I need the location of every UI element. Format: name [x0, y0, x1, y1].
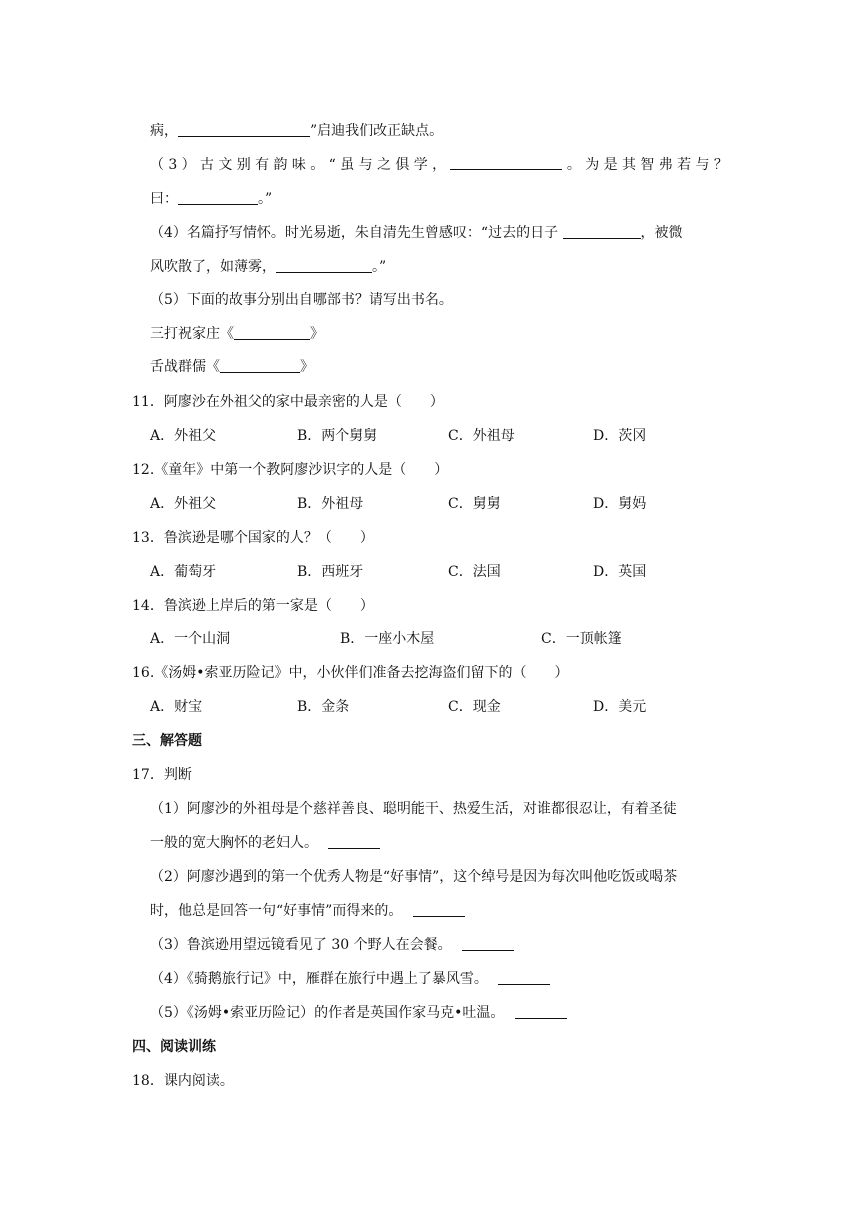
answer-blank[interactable]: [563, 224, 641, 239]
q10-part4-line1: （4）名篇抒写情怀。时光易逝，朱自清先生曾感叹：“过去的日子 ，被微: [150, 225, 683, 241]
option-a[interactable]: A．葡萄牙: [150, 564, 217, 580]
section-title: 三、解答题: [132, 733, 202, 749]
question-stem: 12.《童年》中第一个教阿廖沙识字的人是（ ）: [132, 462, 449, 478]
q10-part3-char: ？: [713, 157, 728, 173]
judgment-5: （5）《汤姆•索亚历险记）的作者是英国作家马克•吐温。: [150, 1003, 567, 1023]
q10-part3-char: 有: [255, 157, 270, 173]
story-1: 三打祝家庄《 》: [150, 326, 324, 342]
answer-blank[interactable]: [462, 936, 514, 951]
q10-part3-char: 之: [376, 157, 391, 173]
option-c[interactable]: C．法国: [448, 564, 501, 580]
q10-part3-line: [150, 155, 728, 175]
q10-part3-char: 别: [236, 157, 251, 173]
story-2: 舌战群儒《 》: [150, 359, 314, 375]
option-a[interactable]: A．财宝: [150, 699, 203, 715]
q10-part3-char: 与: [358, 157, 373, 173]
option-b[interactable]: B．两个舅舅: [297, 428, 378, 444]
judgment-1-line2: 一般的宽大胸怀的老妇人。: [150, 833, 380, 853]
question-stem: 17．判断: [132, 767, 192, 783]
q10-part3-char: 3: [168, 157, 178, 173]
option-b[interactable]: B．金条: [297, 699, 350, 715]
option-d[interactable]: D．舅妈: [593, 496, 647, 512]
option-b[interactable]: B．一座小木屋: [340, 631, 435, 647]
option-d[interactable]: D．茨冈: [593, 428, 647, 444]
question-stem: 14．鲁滨逊上岸后的第一家是（ ）: [132, 598, 374, 614]
q10-part3-char: ，: [432, 157, 447, 173]
judgment-4: （4）《骑鹅旅行记》中，雁群在旅行中遇上了暴风雪。: [150, 969, 550, 989]
option-c[interactable]: C．现金: [448, 699, 501, 715]
question-stem: 16.《汤姆•索亚历险记》中，小伙伴们准备去挖海盗们留下的（ ）: [132, 665, 569, 681]
option-d[interactable]: D．英国: [593, 564, 647, 580]
q10-part3-char: 。: [310, 157, 325, 173]
answer-blank[interactable]: [450, 155, 562, 170]
answer-blank[interactable]: [515, 1004, 567, 1019]
q10-part3-char: 是: [603, 157, 618, 173]
q10-part3-char: “: [328, 157, 336, 173]
q10-part3-char: 。: [566, 157, 581, 173]
q10-part3-char: 若: [677, 157, 692, 173]
q10-part5-prompt: （5）下面的故事分别出自哪部书？请写出书名。: [150, 292, 453, 308]
answer-blank[interactable]: [328, 834, 380, 849]
judgment-2-line2: 时，他总是回答一句“好事情”而得来的。: [150, 901, 465, 921]
q10-part3-char: 与: [695, 157, 710, 173]
section-title: 四、阅读训练: [132, 1039, 216, 1055]
option-c[interactable]: C．外祖母: [448, 428, 515, 444]
option-b[interactable]: B．西班牙: [297, 564, 364, 580]
q10-part3-char: 味: [291, 157, 306, 173]
option-c[interactable]: C．一顶帐篷: [541, 631, 622, 647]
option-b[interactable]: B．外祖母: [297, 496, 364, 512]
judgment-3: （3）鲁滨逊用望远镜看见了 30 个野人在会餐。: [150, 935, 514, 955]
answer-blank[interactable]: [413, 902, 465, 917]
answer-blank[interactable]: [234, 325, 310, 340]
q10-part3-char: 韵: [273, 157, 288, 173]
q10-part3-char: ）: [181, 157, 196, 173]
answer-blank[interactable]: [498, 970, 550, 985]
q10-part3-char: 弗: [658, 157, 673, 173]
option-c[interactable]: C．舅舅: [448, 496, 501, 512]
q10-part3-char: 为: [585, 157, 600, 173]
judgment-2-line1: （2）阿廖沙遇到的第一个优秀人物是“好事情”，这个绰号是因为每次叫他吃饭或喝茶: [150, 869, 678, 885]
q10-part3-char: 古: [200, 157, 215, 173]
question-stem: 18．课内阅读。: [132, 1073, 234, 1089]
answer-blank[interactable]: [276, 258, 372, 273]
judgment-1-line1: （1）阿廖沙的外祖母是个慈祥善良、聪明能干、热爱生活，对谁都很忍让，有着圣徒: [150, 801, 677, 817]
q10-part3-char: 文: [218, 157, 233, 173]
answer-blank[interactable]: [220, 358, 300, 373]
answer-blank[interactable]: [178, 122, 310, 137]
option-a[interactable]: A．外祖父: [150, 496, 217, 512]
q10-part3-char: （: [150, 157, 164, 173]
q10-part2-continuation: 病， ”启迪我们改正缺点。: [150, 123, 444, 139]
question-stem: 11．阿廖沙在外祖父的家中最亲密的人是（ ）: [132, 394, 444, 410]
q10-part3-continuation: 曰： 。”: [150, 191, 273, 207]
option-d[interactable]: D．美元: [593, 699, 647, 715]
q10-part3-char: 虽: [340, 157, 355, 173]
option-a[interactable]: A．外祖父: [150, 428, 217, 444]
q10-part4-line2: 风吹散了，如薄雾， 。”: [150, 259, 387, 275]
q10-part3-char: 其: [621, 157, 636, 173]
q10-part3-char: 学: [413, 157, 428, 173]
option-a[interactable]: A．一个山洞: [150, 631, 231, 647]
q10-part3-char: 俱: [395, 157, 410, 173]
answer-blank[interactable]: [178, 190, 258, 205]
q10-part3-char: 智: [640, 157, 655, 173]
question-stem: 13．鲁滨逊是哪个国家的人？（ ）: [132, 530, 374, 546]
